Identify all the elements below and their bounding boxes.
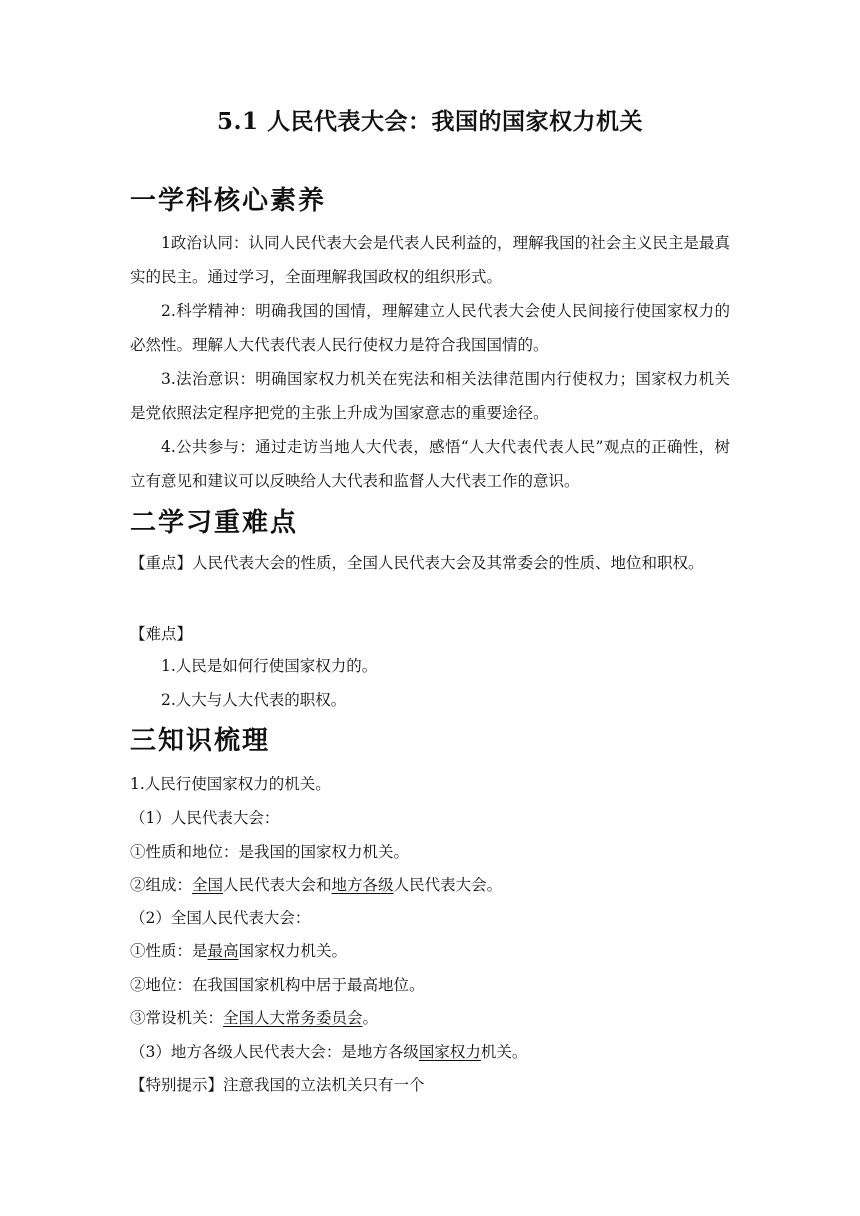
section-heading-knowledge: 三知识梳理 [130,726,271,756]
section-heading-core-literacy: 一学科核心素养 [130,186,327,216]
blank-answer-state-power: 国家权力 [418,1043,481,1061]
knowledge-line-7: ②地位：在我国国家机构中居于最高地位。 [130,976,425,994]
knowledge-line-2: （1）人民代表大会： [130,809,280,827]
knowledge-line-1: 1.人民行使国家权力的机关。 [130,775,331,793]
blank-answer-standing-committee: 全国人大常务委员会 [223,1009,363,1027]
line6-prefix: ①性质：是 [130,942,208,960]
line4-suffix: 人民代表大会。 [393,876,503,894]
special-tip: 【特别提示】注意我国的立法机关只有一个 [130,1076,425,1094]
knowledge-line-9 [130,1040,527,1062]
line9-suffix: 机关。 [480,1043,528,1061]
section-heading-key-difficult: 二学习重难点 [130,508,299,538]
line8-prefix: ③常设机关： [130,1009,224,1027]
blank-answer-national: 全国 [192,876,224,894]
blank-answer-highest: 最高 [207,942,239,960]
difficult-item-1: 1.人民是如何行使国家权力的。 [161,657,378,675]
difficult-item-2: 2.人大与人大代表的职权。 [161,691,347,709]
line4-mid: 人民代表大会和 [223,876,332,894]
blank-answer-local: 地方各级 [331,876,394,894]
difficult-label: 【难点】 [130,625,193,643]
line4-prefix: ②组成： [130,876,193,894]
knowledge-line-6 [130,939,347,961]
line8-suffix: 。 [362,1009,379,1027]
knowledge-line-8 [130,1006,378,1028]
knowledge-line-5: （2）全国人民代表大会： [130,909,311,927]
knowledge-line-4 [130,873,502,895]
line9-prefix: （3）地方各级人民代表大会：是地方各级 [130,1043,419,1061]
key-point-paragraph: 【重点】人民代表大会的性质，全国人民代表大会及其常委会的性质、地位和职权。 [130,554,704,572]
literacy-item-2: 2.科学精神：明确我国的国情，理解建立人民代表大会使人民间接行使国家权力的必然性。理解人大代表代表人民行使权力是符合我国国情的。 [130,302,730,354]
line6-suffix: 国家权力机关。 [238,942,348,960]
literacy-item-1: 1政治认同：认同人民代表大会是代表人民利益的，理解我国的社会主义民主是最真实的民主。通过学习，全面理解我国政权的组织形式。 [130,234,730,286]
literacy-item-3: 3.法治意识：明确国家权力机关在宪法和相关法律范围内行使权力；国家权力机关是党依照法定程序把党的主张上升成为国家意志的重要途径。 [130,370,730,422]
literacy-item-4: 4.公共参与：通过走访当地人大代表，感悟“人大代表代表人民”观点的正确性，树立有意见和建议可以反映给人大代表和监督人大代表工作的意识。 [130,438,730,490]
knowledge-line-3: ①性质和地位：是我国的国家权力机关。 [130,843,410,861]
page-title: 5.1 人民代表大会：我国的国家权力机关 [216,108,644,135]
